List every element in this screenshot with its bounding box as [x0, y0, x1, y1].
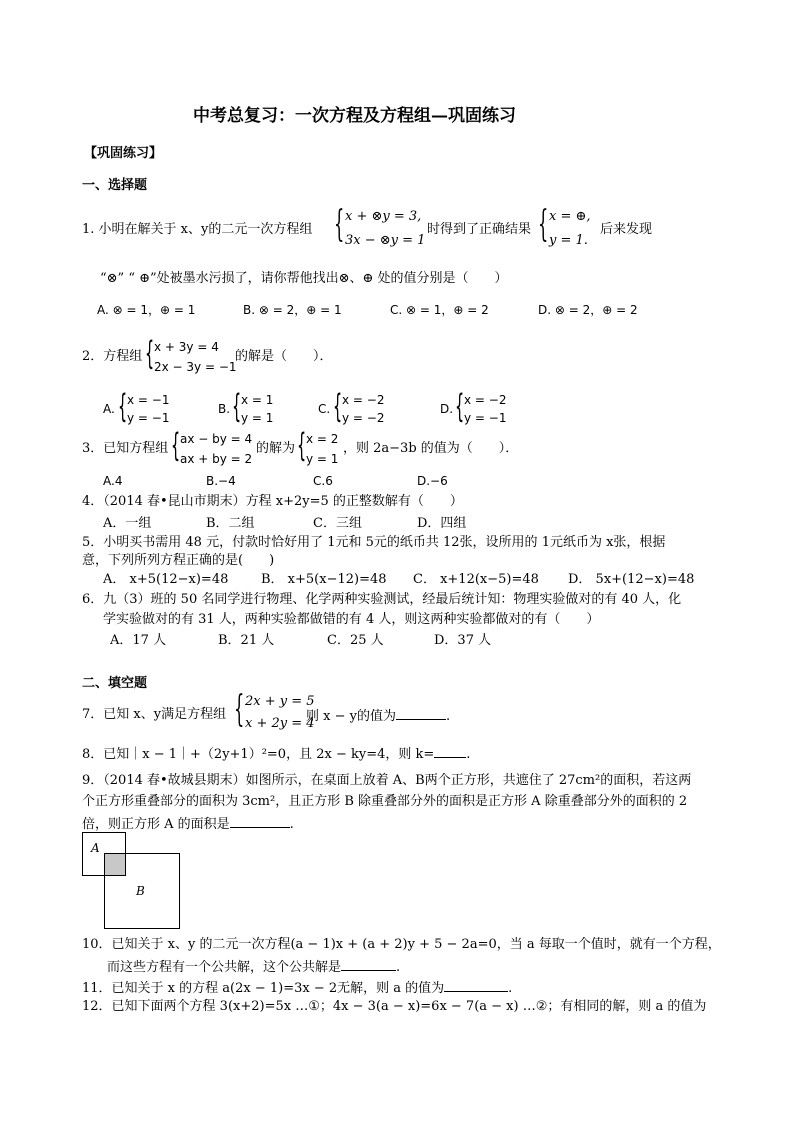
q6-option-d: D．37 人	[434, 633, 492, 648]
q3-option-c: C.6	[313, 474, 333, 488]
brace-icon: {	[538, 204, 549, 245]
q1-system-eq2: 3x − ⊗y = 1	[345, 233, 426, 248]
brace-icon: {	[333, 387, 343, 425]
q5-option-d: D． 5x+(12−x)=48	[568, 572, 695, 587]
q3-system-eq1: ax − by = 4	[180, 432, 253, 446]
q2-option-c-y: y = −2	[342, 411, 385, 425]
q1-prefix: 1. 小明在解关于 x、y的二元一次方程组	[82, 222, 313, 237]
q10-line2-text: 而这些方程有一个公共解，这个公共解是	[107, 960, 342, 975]
q3-suffix: ，则 2a−3b 的值为（ ）．	[343, 441, 519, 456]
q5-option-b: B． x+5(x−12)=48	[261, 572, 387, 587]
q1-system-eq1: x + ⊗y = 3,	[345, 209, 422, 224]
brace-icon: {	[171, 426, 181, 464]
q2-option-d-x: x = −2	[464, 393, 507, 407]
q9-answer-blank[interactable]	[230, 816, 290, 828]
q2-option-b-x: x = 1	[241, 393, 274, 407]
brace-icon: {	[455, 387, 465, 425]
q1-option-d: D. ⊗ = 2，⊕ = 2	[538, 303, 638, 317]
q7-system-eq1: 2x + y = 5	[245, 694, 315, 709]
section-tag: 【巩固练习】	[84, 146, 163, 161]
brace-icon: {	[145, 334, 155, 372]
q2-option-c-x: x = −2	[342, 393, 385, 407]
q2-option-c-label: C.	[318, 402, 331, 416]
brace-icon: {	[118, 387, 128, 425]
q6-line1: 6．九（3）班的 50 名同学进行物理、化学两种实验测试，经最后统计知：物理实验做对的有 40 人，化	[82, 592, 682, 607]
q4-option-c: C．三组	[313, 516, 362, 531]
q1-result-y: y = 1.	[549, 233, 588, 248]
q7-end: .	[445, 709, 451, 724]
q10-answer-blank[interactable]	[341, 959, 396, 971]
q11-text: 11．已知关于 x 的方程 a(2x − 1)=3x − 2无解，则 a 的值为	[82, 981, 445, 996]
q12-text: 12．已知下面两个方程 3(x+2)=5x …①；4x − 3(a − x)=6x − 7(a − x) …②；有相同的解，则 a 的值为	[82, 999, 707, 1014]
q3-mid: 的解为	[256, 441, 296, 456]
q6-option-a: A．17 人	[110, 633, 167, 648]
q3-option-d: D.−6	[417, 474, 448, 488]
q8-end: .	[466, 747, 471, 762]
q3-option-b: B.−4	[206, 474, 236, 488]
q7-suffix-text: 则 x − y的值为	[306, 709, 396, 724]
q7-prefix: 7．已知 x、y满足方程组	[82, 707, 227, 722]
q2-option-d-y: y = −1	[464, 411, 507, 425]
q3-prefix: 3．已知方程组	[82, 441, 169, 456]
q2-option-d-label: D.	[440, 402, 454, 416]
q7-system-eq2: x + 2y = 4	[245, 716, 315, 731]
q2-suffix: 的解是（ ）．	[235, 349, 333, 364]
q2-system-eq1: x + 3y = 4	[154, 340, 219, 354]
q1-line2: “⊗” “ ⊕”处被墨水污损了，请你帮他找出⊗、⊕ 处的值分别是（ ）	[100, 271, 508, 286]
part1-heading: 一、选择题	[82, 178, 148, 193]
q6-option-c: C．25 人	[327, 633, 384, 648]
q4-text: 4．（2014 春•昆山市期末）方程 x+2y=5 的正整数解有（ ）	[82, 494, 463, 509]
q2-option-a-x: x = −1	[127, 393, 170, 407]
q2-option-a-y: y = −1	[127, 411, 170, 425]
q1-mid: 时得到了正确结果	[427, 222, 532, 237]
brace-icon: {	[232, 387, 242, 425]
q1-option-a: A. ⊗ = 1，⊕ = 1	[97, 303, 196, 317]
square-a-label: A	[91, 841, 100, 855]
q4-option-d: D．四组	[417, 516, 467, 531]
q3-option-a: A.4	[103, 474, 123, 488]
q6-line2: 学实验做对的有 31 人，两种实验都做错的有 4 人，则这两种实验都做对的有（ ）	[103, 612, 600, 627]
q6-option-b: B．21 人	[218, 633, 275, 648]
q2-option-b-y: y = 1	[241, 411, 274, 425]
q5-option-c: C． x+12(x−5)=48	[413, 572, 539, 587]
q5-line2: 意，下列所列方程正确的是( )	[82, 553, 275, 568]
q8-text: 8．已知｜x − 1｜+（2y+1）²=0，且 2x − ky=4，则 k=	[82, 747, 435, 762]
overlap-region	[105, 854, 125, 875]
q3-result-y: y = 1	[306, 452, 339, 466]
q1-result-x: x = ⊕,	[549, 209, 591, 224]
q11-end: .	[508, 981, 513, 996]
q1-option-c: C. ⊗ = 1，⊕ = 2	[390, 303, 489, 317]
square-b-label: B	[136, 884, 145, 898]
q3-result-x: x = 2	[306, 432, 339, 446]
brace-icon: {	[234, 689, 245, 730]
q5-option-a: A． x+5(12−x)=48	[103, 572, 229, 587]
q1-suffix: 后来发现	[600, 222, 653, 237]
q4-option-a: A．一组	[103, 516, 152, 531]
q10-line1: 10．已知关于 x、y 的二元一次方程(a − 1)x + (a + 2)y + 5 − 2a=0，当 a 每取一个值时，就有一个方程，	[82, 937, 721, 952]
q2-prefix: 2．方程组	[82, 349, 143, 364]
q2-system-eq2: 2x − 3y = −1	[154, 360, 237, 374]
brace-icon: {	[334, 204, 345, 245]
q9-end: .	[289, 817, 294, 832]
q5-line1: 5．小明买书需用 48 元，付款时恰好用了 1元和 5元的纸币共 12张，设所用的 1元纸币为 x张，根据	[82, 535, 666, 550]
brace-icon: {	[297, 426, 307, 464]
q9-line3-text: 倍，则正方形 A 的面积是	[82, 817, 230, 832]
q2-option-a-label: A.	[103, 402, 115, 416]
page-title: 中考总复习：一次方程及方程组—巩固练习	[193, 106, 516, 126]
part2-heading: 二、填空题	[82, 676, 148, 691]
q7-answer-blank[interactable]	[396, 708, 446, 720]
q11	[82, 980, 512, 995]
q9-line3	[82, 816, 294, 831]
q9-line2: 个正方形重叠部分的面积为 3cm²，且正方形 B 除重叠部分外的面积是正方形 A 除重叠部分外的面积的 2	[82, 794, 688, 809]
q9-line1: 9．（2014 春•故城县期末）如图所示，在桌面上放着 A、B两个正方形，共遮住了 27cm²的面积，若这两	[82, 773, 692, 788]
q3-system-eq2: ax + by = 2	[180, 452, 253, 466]
q11-answer-blank[interactable]	[444, 980, 508, 992]
q7-suffix	[306, 708, 450, 723]
q2-option-b-label: B.	[218, 402, 231, 416]
q1-option-b: B. ⊗ = 2，⊕ = 1	[243, 303, 342, 317]
q10-end: .	[396, 960, 401, 975]
q4-option-b: B．二组	[206, 516, 255, 531]
q8-answer-blank[interactable]	[434, 746, 466, 758]
q8	[82, 746, 470, 761]
q10-line2	[107, 959, 400, 974]
